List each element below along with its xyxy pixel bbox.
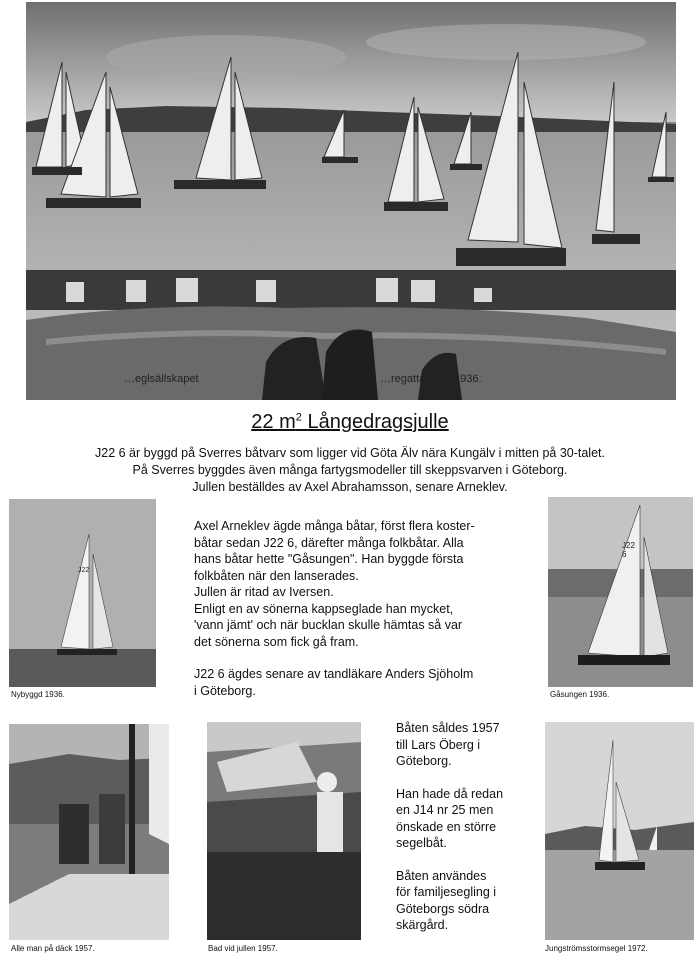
sale-line: Göteborg. [396, 754, 452, 768]
caption-gasungen: Gåsungen 1936. [550, 690, 610, 699]
owner-line: J22 6 ägdes senare av tandläkare Anders Sjöholm [194, 667, 474, 681]
gasungen-photo [548, 497, 693, 687]
intro-line: J22 6 är byggd på Sverres båtvarv som ligger vid Göta Älv nära Kungälv i mitten på 30-talet. [95, 446, 605, 460]
gasungen-sail-mark: J22 6 [622, 541, 635, 559]
sale-line: Han hade då redan [396, 786, 504, 801]
sale-text [396, 720, 526, 934]
owner-line: i Göteborg. [194, 683, 256, 698]
title-name: Långedragsjulle [307, 411, 449, 433]
title-prefix: 22 m [251, 411, 296, 433]
caption-nybyggd: Nybyggd 1936. [11, 690, 65, 699]
sale-line: segelbåt. [396, 836, 447, 850]
sale-line: till Lars Öberg i [396, 737, 481, 752]
intro-line: Jullen beställdes av Axel Abrahamsson, senare Arneklev. [192, 480, 508, 494]
sale-line: skärgård. [396, 918, 449, 932]
caption-alle-man: Alle man på däck 1957. [11, 944, 95, 953]
sale-line: önskade en större [396, 819, 497, 834]
regatta-photo [26, 2, 676, 400]
story-line: Axel Arneklev ägde många båtar, först flera koster- [194, 519, 475, 533]
story-line: Jullen är ritad av Iversen. [194, 585, 334, 599]
jungstrom-photo [545, 722, 694, 940]
caption-jungstrom: Jungströmsstormsegel 1972. [545, 944, 648, 953]
title-sup: 2 [295, 411, 302, 424]
sale-line: för familjesegling i [396, 885, 497, 899]
photo-overlay-right: …regatta 1 juli 1936. [380, 373, 482, 385]
bad-photo [207, 722, 361, 940]
nybyggd-sail-mark: J22 [78, 567, 90, 574]
owner-story-text [194, 518, 524, 699]
story-line: hans båtar hette "Gåsungen". Han byggde första [194, 552, 464, 566]
photo-overlay-left: …eglsällskapet [124, 373, 199, 385]
story-line: 'vann jämt' och när bucklan skulle hämtas så var [194, 618, 463, 632]
sale-line: Båten såldes 1957 [396, 721, 500, 735]
sale-line: en J14 nr 25 men [396, 803, 494, 817]
story-line: båtar sedan J22 6, därefter många folkbåtar. Alla [194, 535, 464, 550]
intro-line: På Sverres byggdes även många fartygsmodeller till skeppsvarven i Göteborg. [132, 463, 568, 477]
story-line: Enligt en av sönerna kappseglade han mycket, [194, 601, 454, 616]
intro-text [0, 445, 700, 496]
page-title [0, 411, 700, 434]
alle-man-photo [9, 724, 169, 940]
sale-line: Båten användes [396, 868, 487, 883]
story-line: det sönerna som fick gå fram. [194, 634, 359, 649]
story-line: folkbåten när den lanserades. [194, 568, 359, 583]
caption-bad: Bad vid jullen 1957. [208, 944, 278, 953]
nybyggd-photo [9, 499, 156, 687]
sale-line: Göteborgs södra [396, 901, 490, 916]
